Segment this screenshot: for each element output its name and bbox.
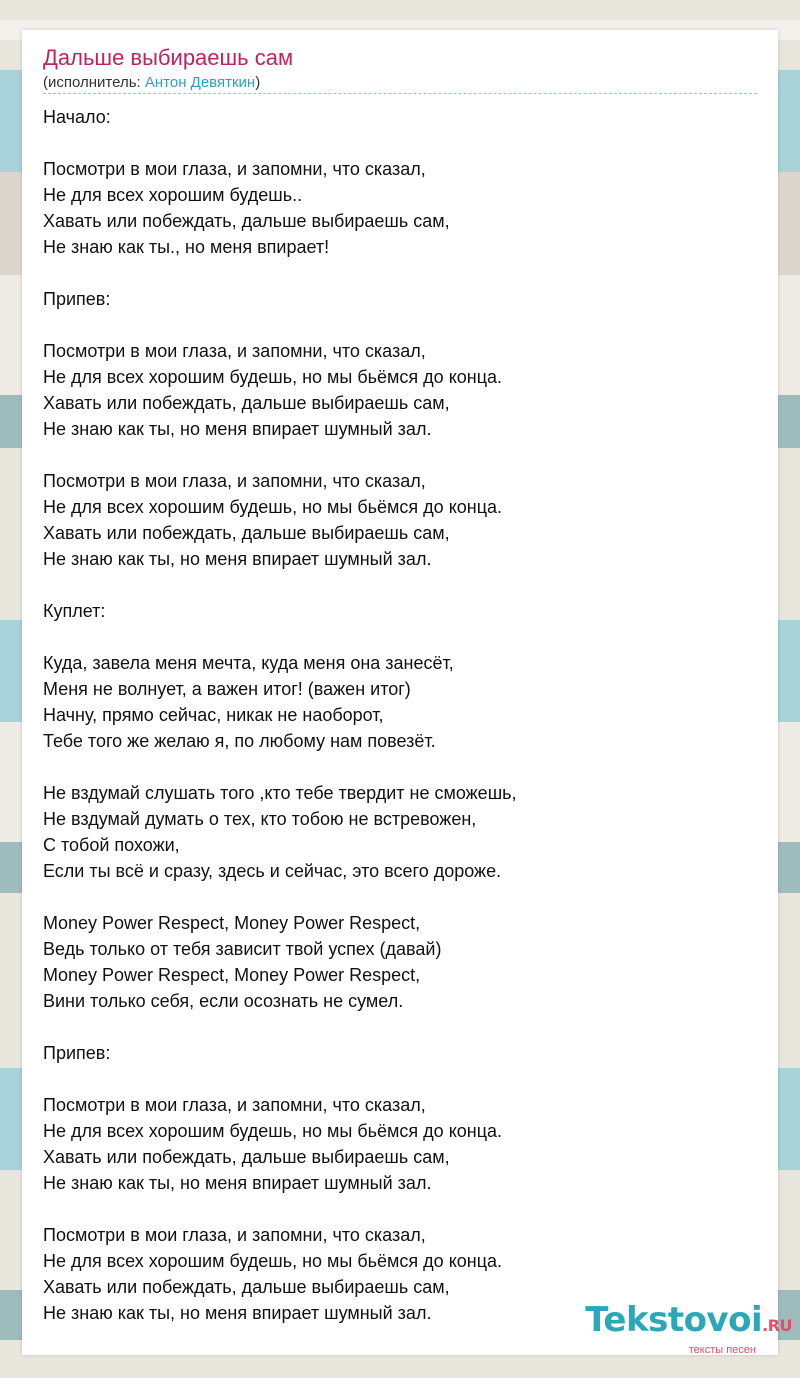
- lyric-line: [43, 442, 757, 468]
- lyric-line: Не для всех хорошим будешь..: [43, 185, 303, 205]
- artist-line: [43, 74, 260, 92]
- lyric-line: Хавать или побеждать, дальше выбираешь сам,: [43, 1277, 450, 1297]
- lyric-line: Не вздумай слушать того ,кто тебе твердит не сможешь,: [43, 783, 517, 803]
- lyric-line: [43, 754, 757, 780]
- lyric-line: Если ты всё и сразу, здесь и сейчас, это всего дороже.: [43, 861, 502, 881]
- lyric-line: Не знаю как ты, но меня впирает шумный зал.: [43, 419, 432, 439]
- logo-wordmark: [585, 1302, 792, 1344]
- lyric-line: [43, 884, 757, 910]
- lyric-line: [43, 130, 757, 156]
- logo-main-text: Tekstovoi: [585, 1300, 763, 1340]
- lyric-line: [43, 572, 757, 598]
- lyric-line: С тобой похожи,: [43, 835, 180, 855]
- lyric-line: Куплет:: [43, 601, 106, 621]
- lyric-line: [43, 260, 757, 286]
- lyric-line: Посмотри в мои глаза, и запомни, что сказал,: [43, 471, 426, 491]
- artist-suffix: ): [255, 74, 261, 91]
- lyric-line: Money Power Respect, Money Power Respect,: [43, 965, 421, 985]
- lyric-line: Меня не волнует, а важен итог! (важен итог): [43, 679, 411, 699]
- lyric-line: Не вздумай думать о тех, кто тобою не встревожен,: [43, 809, 477, 829]
- lyric-line: Не знаю как ты, но меня впирает шумный зал.: [43, 549, 432, 569]
- lyric-line: Припев:: [43, 1043, 111, 1063]
- lyric-line: Припев:: [43, 289, 111, 309]
- lyric-line: Не для всех хорошим будешь, но мы бьёмся до конца.: [43, 367, 503, 387]
- lyric-line: Не для всех хорошим будешь, но мы бьёмся до конца.: [43, 1121, 503, 1141]
- lyric-line: Не знаю как ты, но меня впирает шумный зал.: [43, 1173, 432, 1193]
- lyric-line: [43, 1014, 757, 1040]
- lyric-line: Хавать или побеждать, дальше выбираешь сам,: [43, 523, 450, 543]
- lyric-line: Не знаю как ты, но меня впирает шумный зал.: [43, 1303, 432, 1323]
- lyric-line: Посмотри в мои глаза, и запомни, что сказал,: [43, 341, 426, 361]
- lyric-line: Посмотри в мои глаза, и запомни, что сказал,: [43, 1095, 426, 1115]
- lyric-line: Хавать или побеждать, дальше выбираешь сам,: [43, 211, 450, 231]
- lyrics-text: [43, 104, 757, 1326]
- lyric-line: [43, 1066, 757, 1092]
- artist-prefix: (исполнитель:: [43, 74, 145, 91]
- lyric-line: Не для всех хорошим будешь, но мы бьёмся до конца.: [43, 497, 503, 517]
- lyric-line: [43, 1196, 757, 1222]
- lyric-line: Куда, завела меня мечта, куда меня она занесёт,: [43, 653, 454, 673]
- lyric-line: Хавать или побеждать, дальше выбираешь сам,: [43, 393, 450, 413]
- lyric-line: Ведь только от тебя зависит твой успех (давай): [43, 939, 442, 959]
- lyric-line: Не для всех хорошим будешь, но мы бьёмся до конца.: [43, 1251, 503, 1271]
- lyric-line: Хавать или побеждать, дальше выбираешь сам,: [43, 1147, 450, 1167]
- lyric-line: Вини только себя, если осознать не сумел.: [43, 991, 404, 1011]
- lyric-line: Не знаю как ты., но меня впирает!: [43, 237, 330, 257]
- lyric-line: Тебе того же желаю я, по любому нам повезёт.: [43, 731, 436, 751]
- lyric-line: [43, 624, 757, 650]
- lyrics-card: [22, 30, 778, 1355]
- site-logo[interactable]: [585, 1302, 792, 1356]
- logo-tld: .RU: [762, 1316, 792, 1335]
- title-divider: [43, 93, 757, 94]
- artist-link[interactable]: Антон Девяткин: [144, 74, 256, 91]
- song-title: Дальше выбираешь сам: [43, 45, 294, 70]
- lyric-line: Посмотри в мои глаза, и запомни, что сказал,: [43, 159, 426, 179]
- lyric-line: [43, 312, 757, 338]
- logo-tagline: тексты песен: [688, 1344, 756, 1356]
- lyric-line: Money Power Respect, Money Power Respect,: [43, 913, 421, 933]
- lyric-line: Посмотри в мои глаза, и запомни, что сказал,: [43, 1225, 426, 1245]
- lyric-line: Начало:: [43, 107, 111, 127]
- lyric-line: Начну, прямо сейчас, никак не наоборот,: [43, 705, 384, 725]
